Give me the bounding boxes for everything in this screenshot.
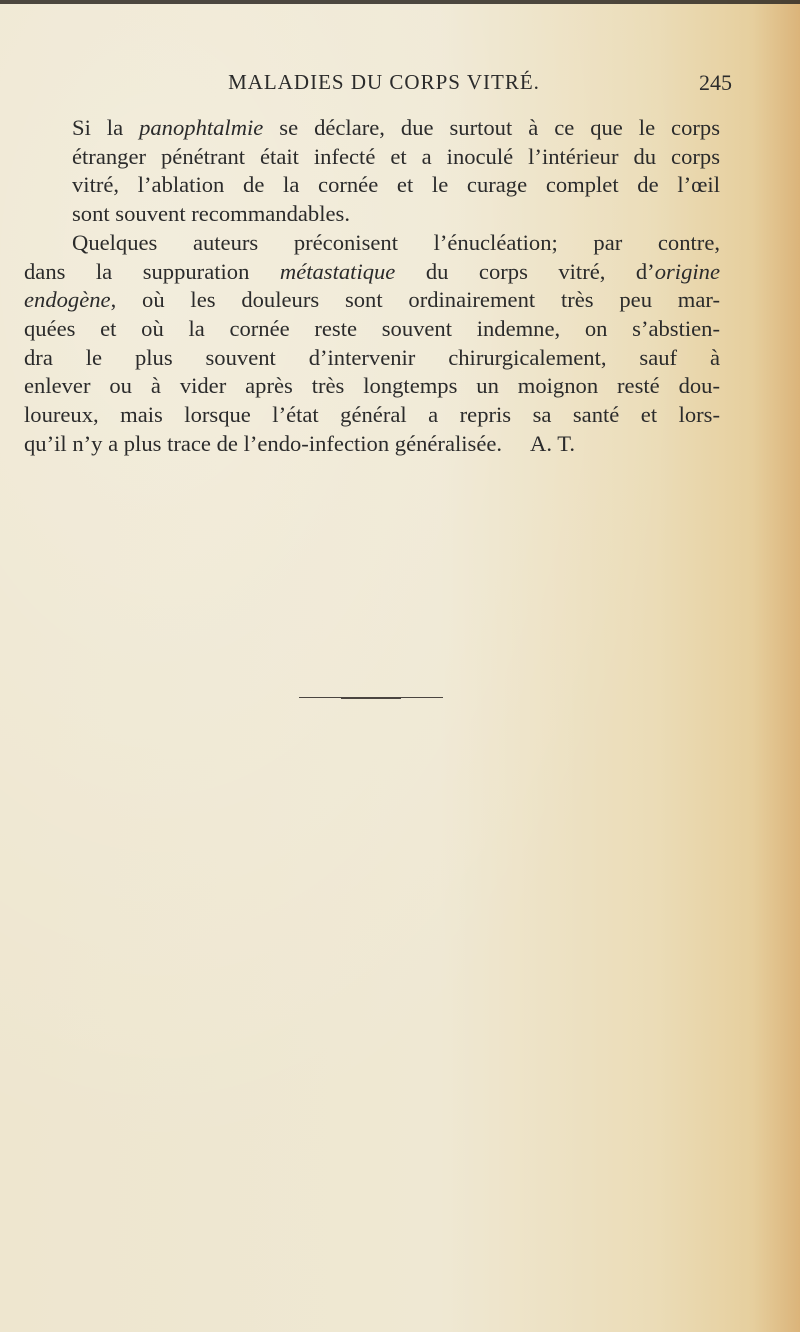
section-divider — [299, 697, 443, 698]
text-line: étranger pénétrant était infecté et a inoculé l’intérieur du corps — [72, 143, 720, 169]
italic-term: endogène — [24, 287, 111, 313]
paragraph-2 — [24, 229, 720, 459]
text-fragment: qu’il n’y a plus trace de l’endo-infection généralisée. — [24, 430, 503, 456]
page-header — [48, 70, 732, 98]
text-line — [24, 286, 720, 315]
italic-term: origine — [654, 258, 720, 284]
text-line: quées et où la cornée reste souvent indemne, on s’abstien- — [24, 315, 720, 341]
body-text — [24, 114, 720, 458]
italic-term: métastatique — [279, 258, 396, 284]
italic-term: panophtalmie — [139, 115, 264, 140]
text-line: sont souvent recommandables. — [72, 201, 350, 227]
text-fragment: , où les douleurs sont ordinairement très peu mar- — [110, 287, 720, 313]
text-fragment: se déclare, due surtout à ce que le corps — [263, 115, 720, 140]
text-fragment: du corps vitré, d’ — [395, 258, 655, 284]
author-signature: A. T. — [530, 430, 576, 456]
text-line: vitré, l’ablation de la cornée et le curage complet de l’œil — [72, 172, 720, 198]
text-line: loureux, mais lorsque l’état général a repris sa santé et lors- — [24, 402, 720, 428]
text-line — [24, 430, 720, 459]
page-top-edge — [0, 0, 800, 4]
text-line — [48, 114, 720, 143]
text-fragment: Si la — [72, 115, 140, 140]
text-line: enlever ou à vider après très longtemps un moignon resté dou- — [24, 373, 720, 399]
page-number: 245 — [699, 70, 732, 95]
text-fragment: dans la suppuration — [24, 258, 280, 284]
text-line — [24, 258, 720, 287]
text-line: dra le plus souvent d’intervenir chirurgicalement, sauf à — [24, 344, 720, 370]
running-title: MALADIES DU CORPS VITRÉ. — [228, 70, 540, 94]
text-line: Quelques auteurs préconisent l’énucléation; par contre, — [72, 229, 720, 255]
paragraph-1 — [48, 114, 720, 229]
